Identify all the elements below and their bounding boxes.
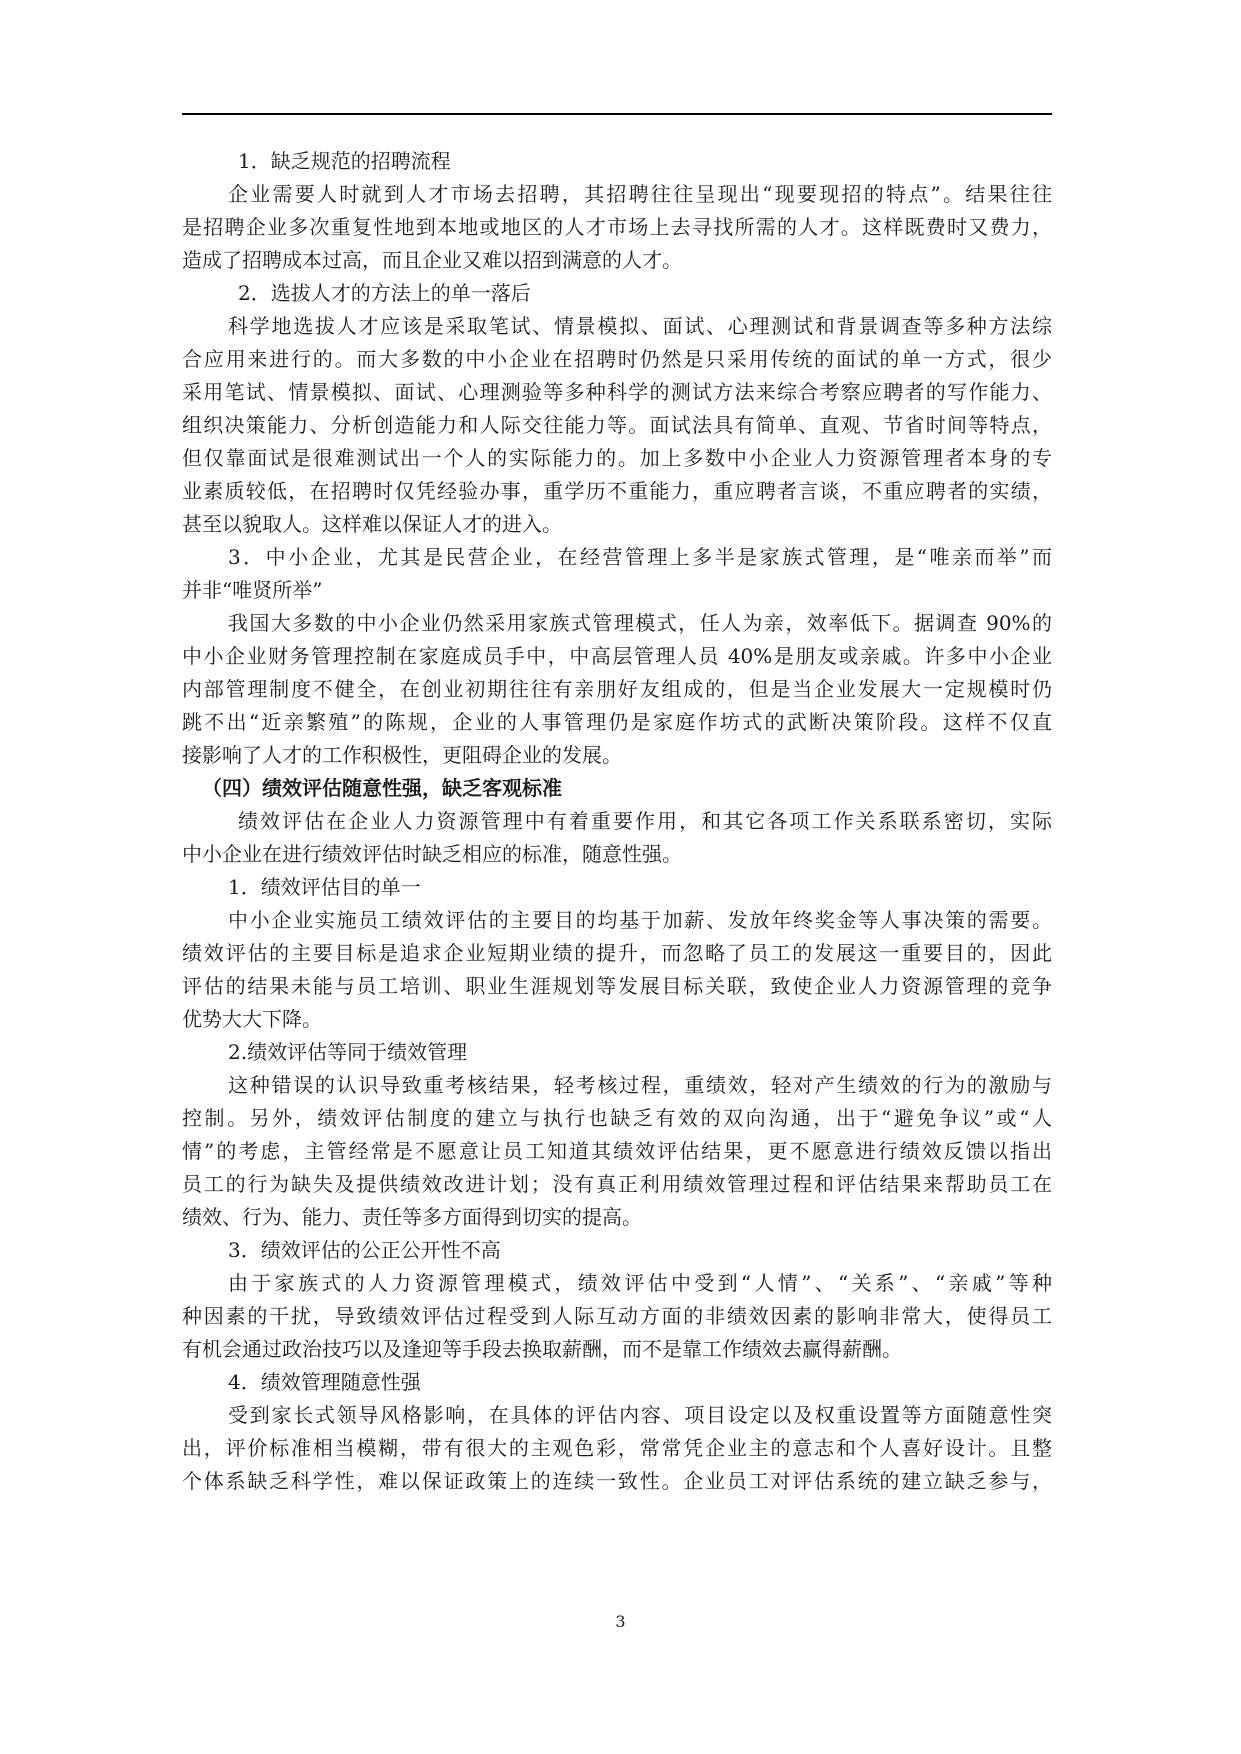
text-line: 绩效、行为、能力、责任等多方面得到切实的提高。 — [182, 1205, 642, 1229]
text-line: 优势大大下降。 — [182, 1007, 322, 1031]
text-line: 绩效评估的主要目标是追求企业短期业绩的提升，而忽略了员工的发展这一重要目的，因此 — [182, 941, 1052, 965]
text-line: 评估的结果未能与员工培训、职业生涯规划等发展目标关联，致使企业人力资源管理的竞争 — [182, 974, 1052, 998]
header-rule — [182, 113, 1052, 115]
text-line: 由于家族式的人力资源管理模式，绩效评估中受到“人情”、“关系”、“亲戚”等种 — [228, 1271, 1052, 1295]
text-line: 2．选拔人才的方法上的单一落后 — [238, 281, 531, 305]
text-line: 企业需要人时就到人才市场去招聘，其招聘往往呈现出“现要现招的特点”。结果往往 — [228, 182, 1052, 206]
text-line: 出，评价标准相当模糊，带有很大的主观色彩，常常凭企业主的意志和个人喜好设计。且整 — [182, 1436, 1052, 1460]
text-line: 控制。另外，绩效评估制度的建立与执行也缺乏有效的双向沟通，出于“避免争议”或“人 — [182, 1106, 1052, 1130]
text-line: 跳不出“近亲繁殖”的陈规，企业的人事管理仍是家庭作坊式的武断决策阶段。这样不仅直 — [182, 710, 1052, 734]
text-line: 4．绩效管理随意性强 — [228, 1370, 421, 1394]
text-line: 受到家长式领导风格影响，在具体的评估内容、项目设定以及权重设置等方面随意性突 — [228, 1403, 1052, 1427]
text-line: 1．缺乏规范的招聘流程 — [238, 149, 451, 173]
section-heading: （四）绩效评估随意性强，缺乏客观标准 — [202, 776, 562, 800]
page-number: 3 — [615, 1612, 626, 1631]
text-line: 员工的行为缺失及提供绩效改进计划；没有真正利用绩效管理过程和评估结果来帮助员工在 — [182, 1172, 1052, 1196]
text-line: 但仅靠面试是很难测试出一个人的实际能力的。加上多数中小企业人力资源管理者本身的专 — [182, 446, 1052, 470]
text-line: 采用笔试、情景模拟、面试、心理测验等多种科学的测试方法来综合考察应聘者的写作能力、 — [182, 380, 1052, 404]
text-line: 2.绩效评估等同于绩效管理 — [228, 1040, 468, 1064]
text-line: 绩效评估在企业人力资源管理中有着重要作用，和其它各项工作关系联系密切，实际 — [238, 809, 1052, 833]
text-line: 个体系缺乏科学性，难以保证政策上的连续一致性。企业员工对评估系统的建立缺乏参与， — [182, 1469, 1052, 1493]
text-line: 内部管理制度不健全，在创业初期往往有亲朋好友组成的，但是当企业发展大一定规模时仍 — [182, 677, 1052, 701]
text-line: 造成了招聘成本过高，而且企业又难以招到满意的人才。 — [182, 248, 682, 272]
text-line: 3．中小企业，尤其是民营企业，在经营管理上多半是家族式管理，是“唯亲而举”而 — [228, 545, 1052, 569]
text-line: 合应用来进行的。而大多数的中小企业在招聘时仍然是只采用传统的面试的单一方式，很少 — [182, 347, 1052, 371]
text-line: 中小企业在进行绩效评估时缺乏相应的标准，随意性强。 — [182, 842, 682, 866]
text-line: 这种错误的认识导致重考核结果，轻考核过程，重绩效，轻对产生绩效的行为的激励与 — [228, 1073, 1052, 1097]
text-line: 科学地选拔人才应该是采取笔试、情景模拟、面试、心理测试和背景调查等多种方法综 — [228, 314, 1052, 338]
document-body — [182, 145, 1052, 1498]
text-line: 1．绩效评估目的单一 — [228, 875, 421, 899]
text-line: 接影响了人才的工作积极性，更阻碍企业的发展。 — [182, 743, 622, 767]
text-line: 组织决策能力、分析创造能力和人际交往能力等。面试法具有简单、直观、节省时间等特点， — [182, 413, 1052, 437]
text-line: 中小企业财务管理控制在家庭成员手中，中高层管理人员 40%是朋友或亲戚。许多中小企业 — [182, 644, 1052, 668]
text-line: 中小企业实施员工绩效评估的主要目的均基于加薪、发放年终奖金等人事决策的需要。 — [228, 908, 1052, 932]
text-line: 甚至以貌取人。这样难以保证人才的进入。 — [182, 512, 562, 536]
text-line: 情”的考虑，主管经常是不愿意让员工知道其绩效评估结果，更不愿意进行绩效反馈以指出 — [182, 1139, 1052, 1163]
text-line: 并非“唯贤所举” — [182, 578, 323, 602]
text-line: 有机会通过政治技巧以及逢迎等手段去换取薪酬，而不是靠工作绩效去赢得薪酬。 — [182, 1337, 902, 1361]
text-line: 业素质较低，在招聘时仅凭经验办事，重学历不重能力，重应聘者言谈，不重应聘者的实绩， — [182, 479, 1052, 503]
text-line: 是招聘企业多次重复性地到本地或地区的人才市场上去寻找所需的人才。这样既费时又费力， — [182, 215, 1052, 239]
text-line: 3．绩效评估的公正公开性不高 — [228, 1238, 501, 1262]
text-line: 种因素的干扰，导致绩效评估过程受到人际互动方面的非绩效因素的影响非常大，使得员工 — [182, 1304, 1052, 1328]
text-line: 我国大多数的中小企业仍然采用家族式管理模式，任人为亲，效率低下。据调查 90%的 — [228, 611, 1052, 635]
